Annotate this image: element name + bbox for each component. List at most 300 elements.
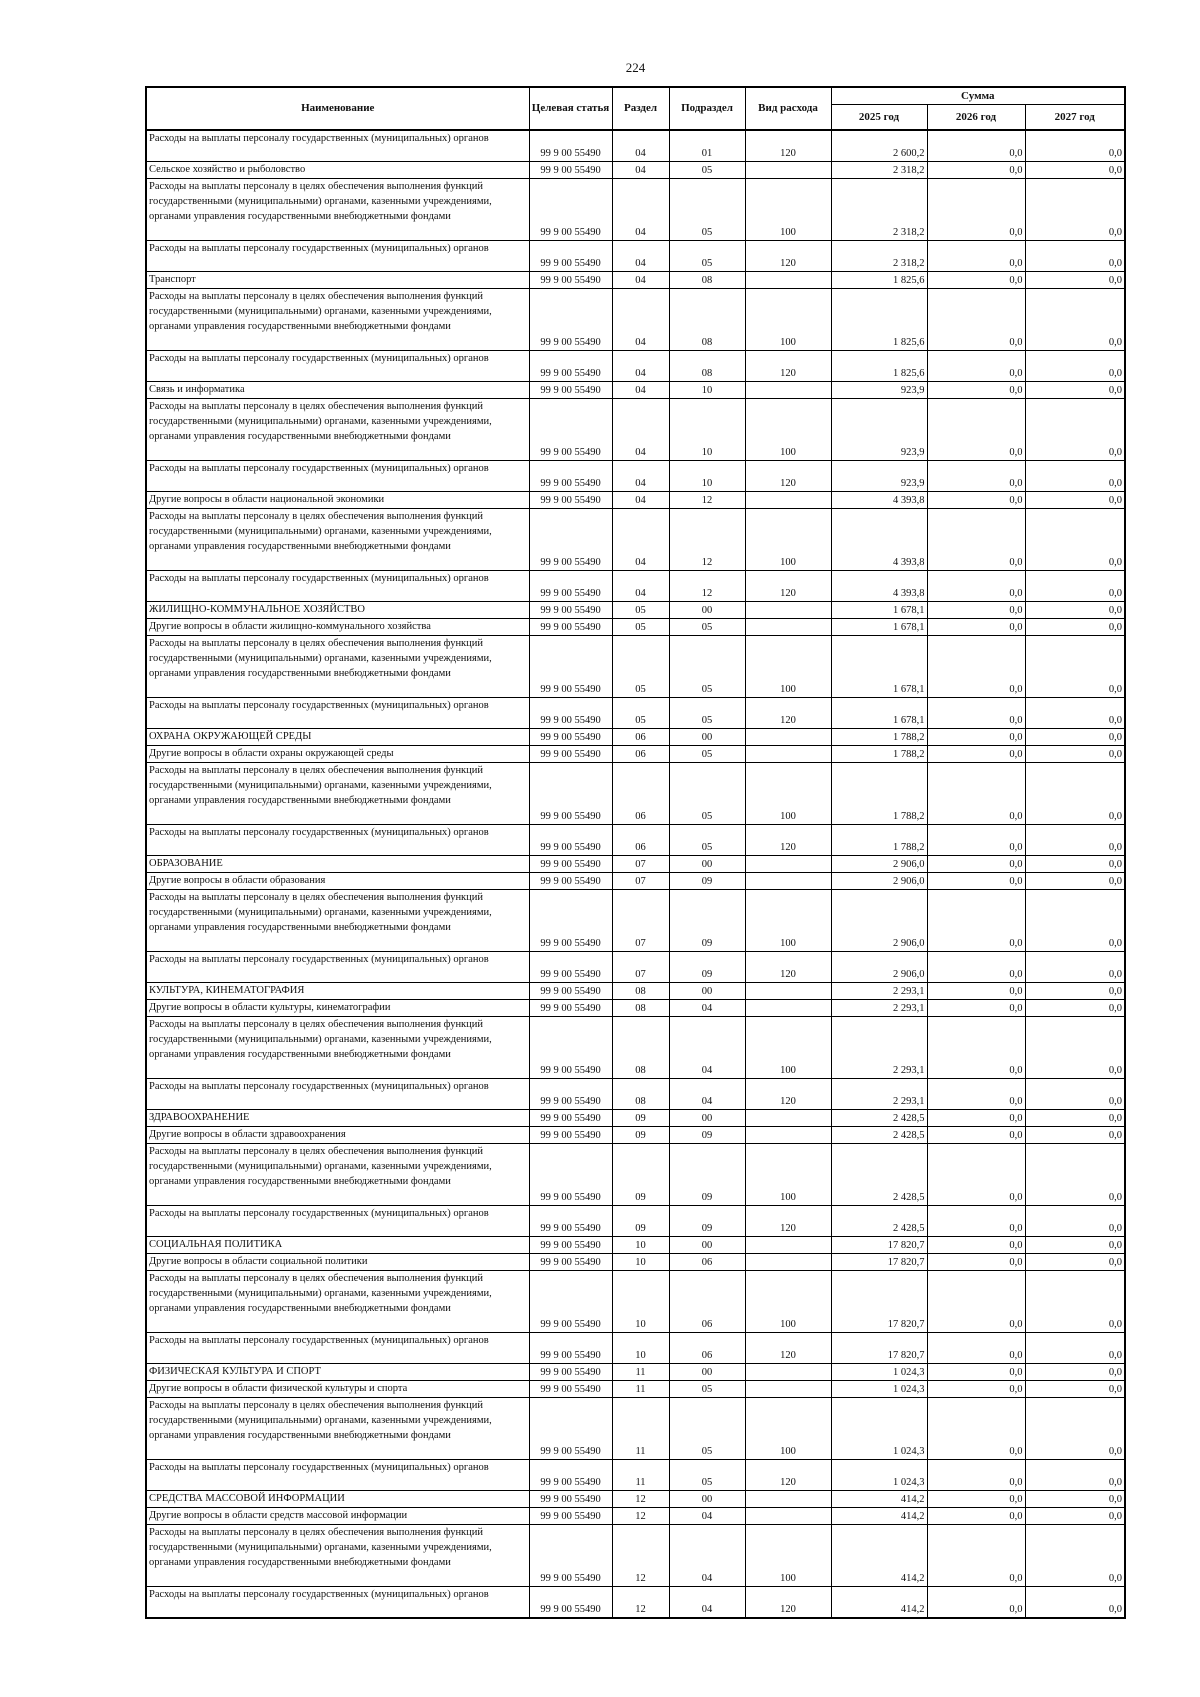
table-row [146, 492, 1125, 509]
cell-expense-type: 120 [745, 461, 831, 492]
cell-2025: 1 678,1 [831, 698, 927, 729]
cell-section: 07 [612, 873, 669, 890]
cell-subsection: 08 [669, 272, 745, 289]
cell-2026: 0,0 [927, 130, 1025, 162]
table-row [146, 241, 1125, 272]
table-row [146, 1110, 1125, 1127]
cell-expense-type [745, 729, 831, 746]
cell-section: 09 [612, 1144, 669, 1206]
cell-2026: 0,0 [927, 289, 1025, 351]
cell-2027: 0,0 [1025, 399, 1125, 461]
cell-expense-type: 100 [745, 1271, 831, 1333]
table-row [146, 1587, 1125, 1619]
cell-2027: 0,0 [1025, 241, 1125, 272]
cell-name: ЖИЛИЩНО-КОММУНАЛЬНОЕ ХОЗЯЙСТВО [146, 602, 529, 619]
cell-2025: 414,2 [831, 1491, 927, 1508]
cell-name: Другие вопросы в области социальной политики [146, 1254, 529, 1271]
cell-subsection: 08 [669, 351, 745, 382]
cell-2025: 1 024,3 [831, 1381, 927, 1398]
cell-2027: 0,0 [1025, 1398, 1125, 1460]
table-row [146, 1525, 1125, 1587]
cell-2026: 0,0 [927, 763, 1025, 825]
table-row [146, 1333, 1125, 1364]
cell-section: 08 [612, 1000, 669, 1017]
cell-2025: 2 428,5 [831, 1144, 927, 1206]
cell-2025: 1 788,2 [831, 763, 927, 825]
cell-expense-type: 100 [745, 399, 831, 461]
cell-target: 99 9 00 55490 [529, 729, 612, 746]
cell-2027: 0,0 [1025, 890, 1125, 952]
cell-subsection: 05 [669, 1381, 745, 1398]
cell-expense-type: 120 [745, 1206, 831, 1237]
cell-section: 07 [612, 952, 669, 983]
cell-section: 04 [612, 351, 669, 382]
cell-2027: 0,0 [1025, 636, 1125, 698]
cell-target: 99 9 00 55490 [529, 241, 612, 272]
cell-2025: 1 788,2 [831, 825, 927, 856]
cell-2025: 2 906,0 [831, 890, 927, 952]
cell-name: ЗДРАВООХРАНЕНИЕ [146, 1110, 529, 1127]
cell-2026: 0,0 [927, 619, 1025, 636]
table-row [146, 1460, 1125, 1491]
cell-target: 99 9 00 55490 [529, 763, 612, 825]
cell-expense-type: 120 [745, 1333, 831, 1364]
cell-2026: 0,0 [927, 382, 1025, 399]
table-row [146, 1237, 1125, 1254]
cell-2027: 0,0 [1025, 492, 1125, 509]
cell-2027: 0,0 [1025, 1460, 1125, 1491]
cell-expense-type: 120 [745, 698, 831, 729]
cell-target: 99 9 00 55490 [529, 351, 612, 382]
cell-2027: 0,0 [1025, 1271, 1125, 1333]
cell-2026: 0,0 [927, 399, 1025, 461]
cell-expense-type [745, 1364, 831, 1381]
cell-target: 99 9 00 55490 [529, 1254, 612, 1271]
cell-2025: 2 906,0 [831, 873, 927, 890]
cell-2027: 0,0 [1025, 1333, 1125, 1364]
table-row [146, 1381, 1125, 1398]
table-row [146, 1127, 1125, 1144]
cell-2025: 2 293,1 [831, 1000, 927, 1017]
cell-name: Расходы на выплаты персоналу в целях обеспечения выполнения функций государственными (муниципальными) органами, казенными учреждениями, органами управления государственными внебюджетными фондами [146, 1271, 529, 1333]
cell-name: Другие вопросы в области национальной экономики [146, 492, 529, 509]
cell-section: 05 [612, 619, 669, 636]
cell-section: 04 [612, 571, 669, 602]
cell-target: 99 9 00 55490 [529, 983, 612, 1000]
cell-section: 09 [612, 1206, 669, 1237]
cell-subsection: 06 [669, 1333, 745, 1364]
cell-expense-type [745, 1000, 831, 1017]
cell-2025: 1 825,6 [831, 351, 927, 382]
header-2025: 2025 год [831, 105, 927, 131]
cell-expense-type: 120 [745, 1460, 831, 1491]
cell-target: 99 9 00 55490 [529, 746, 612, 763]
cell-2027: 0,0 [1025, 873, 1125, 890]
cell-section: 09 [612, 1110, 669, 1127]
cell-expense-type: 120 [745, 351, 831, 382]
cell-2025: 2 293,1 [831, 983, 927, 1000]
cell-section: 06 [612, 825, 669, 856]
cell-subsection: 00 [669, 1110, 745, 1127]
table-row [146, 1364, 1125, 1381]
cell-2026: 0,0 [927, 162, 1025, 179]
cell-name: Расходы на выплаты персоналу государственных (муниципальных) органов [146, 461, 529, 492]
cell-2027: 0,0 [1025, 983, 1125, 1000]
cell-name: СОЦИАЛЬНАЯ ПОЛИТИКА [146, 1237, 529, 1254]
table-row [146, 130, 1125, 162]
cell-subsection: 12 [669, 492, 745, 509]
cell-section: 12 [612, 1587, 669, 1619]
cell-name: Сельское хозяйство и рыболовство [146, 162, 529, 179]
cell-name: Транспорт [146, 272, 529, 289]
cell-2027: 0,0 [1025, 571, 1125, 602]
cell-2027: 0,0 [1025, 825, 1125, 856]
cell-2027: 0,0 [1025, 162, 1125, 179]
table-row [146, 1254, 1125, 1271]
cell-name: Расходы на выплаты персоналу государственных (муниципальных) органов [146, 1460, 529, 1491]
cell-expense-type [745, 1381, 831, 1398]
cell-2027: 0,0 [1025, 1000, 1125, 1017]
cell-expense-type: 100 [745, 289, 831, 351]
table-row [146, 1144, 1125, 1206]
cell-subsection: 04 [669, 1079, 745, 1110]
cell-name: Расходы на выплаты персоналу государственных (муниципальных) органов [146, 241, 529, 272]
cell-2026: 0,0 [927, 1587, 1025, 1619]
cell-name: Расходы на выплаты персоналу государственных (муниципальных) органов [146, 1333, 529, 1364]
cell-name: Расходы на выплаты персоналу в целях обеспечения выполнения функций государственными (муниципальными) органами, казенными учреждениями, органами управления государственными внебюджетными фондами [146, 289, 529, 351]
cell-expense-type [745, 1254, 831, 1271]
cell-2025: 17 820,7 [831, 1271, 927, 1333]
cell-target: 99 9 00 55490 [529, 1587, 612, 1619]
table-row [146, 272, 1125, 289]
cell-name: Другие вопросы в области охраны окружающей среды [146, 746, 529, 763]
header-2027: 2027 год [1025, 105, 1125, 131]
cell-section: 05 [612, 602, 669, 619]
cell-subsection: 05 [669, 746, 745, 763]
cell-target: 99 9 00 55490 [529, 1398, 612, 1460]
cell-section: 04 [612, 509, 669, 571]
cell-2026: 0,0 [927, 1525, 1025, 1587]
cell-2026: 0,0 [927, 351, 1025, 382]
cell-expense-type [745, 492, 831, 509]
cell-2026: 0,0 [927, 1333, 1025, 1364]
cell-expense-type: 120 [745, 130, 831, 162]
cell-target: 99 9 00 55490 [529, 1525, 612, 1587]
cell-target: 99 9 00 55490 [529, 1127, 612, 1144]
cell-section: 06 [612, 746, 669, 763]
cell-2026: 0,0 [927, 571, 1025, 602]
cell-section: 04 [612, 241, 669, 272]
cell-section: 10 [612, 1237, 669, 1254]
cell-target: 99 9 00 55490 [529, 272, 612, 289]
cell-section: 10 [612, 1333, 669, 1364]
cell-target: 99 9 00 55490 [529, 1110, 612, 1127]
cell-2026: 0,0 [927, 873, 1025, 890]
cell-2026: 0,0 [927, 1460, 1025, 1491]
cell-section: 04 [612, 162, 669, 179]
cell-target: 99 9 00 55490 [529, 382, 612, 399]
cell-name: Расходы на выплаты персоналу в целях обеспечения выполнения функций государственными (муниципальными) органами, казенными учреждениями, органами управления государственными внебюджетными фондами [146, 1017, 529, 1079]
cell-2025: 2 318,2 [831, 179, 927, 241]
cell-expense-type: 120 [745, 825, 831, 856]
cell-2027: 0,0 [1025, 619, 1125, 636]
cell-target: 99 9 00 55490 [529, 1508, 612, 1525]
cell-subsection: 00 [669, 1491, 745, 1508]
table-row [146, 1017, 1125, 1079]
cell-name: Расходы на выплаты персоналу государственных (муниципальных) органов [146, 351, 529, 382]
cell-section: 11 [612, 1381, 669, 1398]
cell-2025: 414,2 [831, 1525, 927, 1587]
cell-2025: 414,2 [831, 1587, 927, 1619]
cell-section: 12 [612, 1491, 669, 1508]
cell-2026: 0,0 [927, 1206, 1025, 1237]
cell-expense-type: 100 [745, 1144, 831, 1206]
cell-2027: 0,0 [1025, 1364, 1125, 1381]
cell-subsection: 00 [669, 983, 745, 1000]
cell-name: Расходы на выплаты персоналу в целях обеспечения выполнения функций государственными (муниципальными) органами, казенными учреждениями, органами управления государственными внебюджетными фондами [146, 1144, 529, 1206]
cell-2025: 414,2 [831, 1508, 927, 1525]
cell-2026: 0,0 [927, 890, 1025, 952]
cell-subsection: 04 [669, 1525, 745, 1587]
table-row [146, 698, 1125, 729]
cell-target: 99 9 00 55490 [529, 873, 612, 890]
cell-section: 06 [612, 729, 669, 746]
header-2026: 2026 год [927, 105, 1025, 131]
cell-section: 12 [612, 1525, 669, 1587]
cell-target: 99 9 00 55490 [529, 952, 612, 983]
cell-2027: 0,0 [1025, 509, 1125, 571]
cell-name: ФИЗИЧЕСКАЯ КУЛЬТУРА И СПОРТ [146, 1364, 529, 1381]
cell-subsection: 08 [669, 289, 745, 351]
cell-section: 12 [612, 1508, 669, 1525]
cell-2025: 2 318,2 [831, 162, 927, 179]
cell-subsection: 04 [669, 1017, 745, 1079]
table-row [146, 952, 1125, 983]
cell-target: 99 9 00 55490 [529, 1079, 612, 1110]
table-row [146, 382, 1125, 399]
cell-2027: 0,0 [1025, 1508, 1125, 1525]
cell-subsection: 05 [669, 763, 745, 825]
cell-2026: 0,0 [927, 729, 1025, 746]
table-row [146, 825, 1125, 856]
cell-target: 99 9 00 55490 [529, 1237, 612, 1254]
cell-name: Другие вопросы в области жилищно-коммунального хозяйства [146, 619, 529, 636]
cell-name: ОБРАЗОВАНИЕ [146, 856, 529, 873]
cell-name: Расходы на выплаты персоналу государственных (муниципальных) органов [146, 571, 529, 602]
cell-2026: 0,0 [927, 825, 1025, 856]
cell-section: 04 [612, 492, 669, 509]
cell-2025: 4 393,8 [831, 571, 927, 602]
cell-name: Расходы на выплаты персоналу в целях обеспечения выполнения функций государственными (муниципальными) органами, казенными учреждениями, органами управления государственными внебюджетными фондами [146, 399, 529, 461]
table-row [146, 763, 1125, 825]
cell-2025: 923,9 [831, 382, 927, 399]
cell-subsection: 00 [669, 1364, 745, 1381]
cell-2027: 0,0 [1025, 1079, 1125, 1110]
cell-2027: 0,0 [1025, 351, 1125, 382]
cell-target: 99 9 00 55490 [529, 1206, 612, 1237]
table-row [146, 509, 1125, 571]
cell-target: 99 9 00 55490 [529, 1271, 612, 1333]
cell-name: Другие вопросы в области культуры, кинематографии [146, 1000, 529, 1017]
cell-2025: 1 024,3 [831, 1364, 927, 1381]
cell-2027: 0,0 [1025, 272, 1125, 289]
cell-2025: 2 428,5 [831, 1206, 927, 1237]
cell-target: 99 9 00 55490 [529, 399, 612, 461]
cell-target: 99 9 00 55490 [529, 179, 612, 241]
table-row [146, 399, 1125, 461]
cell-2025: 2 428,5 [831, 1110, 927, 1127]
table-row [146, 571, 1125, 602]
cell-2026: 0,0 [927, 1144, 1025, 1206]
cell-target: 99 9 00 55490 [529, 492, 612, 509]
cell-2027: 0,0 [1025, 1381, 1125, 1398]
cell-expense-type [745, 382, 831, 399]
cell-2027: 0,0 [1025, 746, 1125, 763]
cell-target: 99 9 00 55490 [529, 1000, 612, 1017]
header-expense-type: Вид расхода [745, 87, 831, 130]
cell-2027: 0,0 [1025, 179, 1125, 241]
cell-2025: 4 393,8 [831, 509, 927, 571]
cell-2027: 0,0 [1025, 461, 1125, 492]
cell-section: 04 [612, 399, 669, 461]
cell-target: 99 9 00 55490 [529, 825, 612, 856]
cell-name: Связь и информатика [146, 382, 529, 399]
cell-target: 99 9 00 55490 [529, 856, 612, 873]
cell-name: Расходы на выплаты персоналу государственных (муниципальных) органов [146, 1079, 529, 1110]
cell-2026: 0,0 [927, 492, 1025, 509]
cell-section: 08 [612, 1017, 669, 1079]
table-row [146, 619, 1125, 636]
cell-2027: 0,0 [1025, 763, 1125, 825]
table-row [146, 162, 1125, 179]
cell-2026: 0,0 [927, 1271, 1025, 1333]
cell-expense-type [745, 1491, 831, 1508]
cell-name: Расходы на выплаты персоналу государственных (муниципальных) органов [146, 130, 529, 162]
cell-subsection: 05 [669, 179, 745, 241]
cell-section: 09 [612, 1127, 669, 1144]
table-row [146, 729, 1125, 746]
cell-name: Расходы на выплаты персоналу в целях обеспечения выполнения функций государственными (муниципальными) органами, казенными учреждениями, органами управления государственными внебюджетными фондами [146, 1398, 529, 1460]
cell-subsection: 05 [669, 162, 745, 179]
cell-target: 99 9 00 55490 [529, 1333, 612, 1364]
cell-target: 99 9 00 55490 [529, 1460, 612, 1491]
cell-target: 99 9 00 55490 [529, 1144, 612, 1206]
cell-2027: 0,0 [1025, 729, 1125, 746]
cell-2025: 923,9 [831, 399, 927, 461]
cell-expense-type: 100 [745, 1017, 831, 1079]
cell-subsection: 05 [669, 619, 745, 636]
cell-section: 04 [612, 272, 669, 289]
cell-2025: 2 428,5 [831, 1127, 927, 1144]
table-row [146, 351, 1125, 382]
cell-name: Другие вопросы в области здравоохранения [146, 1127, 529, 1144]
cell-subsection: 06 [669, 1254, 745, 1271]
cell-2025: 2 318,2 [831, 241, 927, 272]
cell-expense-type: 100 [745, 179, 831, 241]
cell-2027: 0,0 [1025, 1237, 1125, 1254]
cell-subsection: 09 [669, 1206, 745, 1237]
table-row [146, 873, 1125, 890]
cell-section: 06 [612, 763, 669, 825]
header-name: Наименование [146, 87, 529, 130]
cell-2025: 17 820,7 [831, 1333, 927, 1364]
cell-target: 99 9 00 55490 [529, 162, 612, 179]
cell-target: 99 9 00 55490 [529, 602, 612, 619]
cell-section: 11 [612, 1460, 669, 1491]
cell-2026: 0,0 [927, 509, 1025, 571]
cell-section: 08 [612, 1079, 669, 1110]
cell-name: СРЕДСТВА МАССОВОЙ ИНФОРМАЦИИ [146, 1491, 529, 1508]
cell-2026: 0,0 [927, 241, 1025, 272]
cell-2027: 0,0 [1025, 602, 1125, 619]
cell-2025: 1 825,6 [831, 272, 927, 289]
cell-target: 99 9 00 55490 [529, 1364, 612, 1381]
cell-subsection: 09 [669, 890, 745, 952]
cell-target: 99 9 00 55490 [529, 636, 612, 698]
cell-name: Расходы на выплаты персоналу государственных (муниципальных) органов [146, 825, 529, 856]
cell-section: 04 [612, 461, 669, 492]
cell-2025: 1 024,3 [831, 1460, 927, 1491]
cell-expense-type [745, 1508, 831, 1525]
cell-2027: 0,0 [1025, 698, 1125, 729]
cell-2026: 0,0 [927, 1000, 1025, 1017]
cell-subsection: 10 [669, 399, 745, 461]
cell-target: 99 9 00 55490 [529, 698, 612, 729]
cell-name: Расходы на выплаты персоналу государственных (муниципальных) органов [146, 1206, 529, 1237]
cell-expense-type [745, 873, 831, 890]
cell-expense-type [745, 619, 831, 636]
cell-expense-type: 100 [745, 636, 831, 698]
cell-2026: 0,0 [927, 856, 1025, 873]
cell-subsection: 09 [669, 1144, 745, 1206]
cell-name: Расходы на выплаты персоналу государственных (муниципальных) органов [146, 698, 529, 729]
cell-target: 99 9 00 55490 [529, 571, 612, 602]
table-row [146, 1000, 1125, 1017]
cell-name: Расходы на выплаты персоналу в целях обеспечения выполнения функций государственными (муниципальными) органами, казенными учреждениями, органами управления государственными внебюджетными фондами [146, 179, 529, 241]
cell-section: 10 [612, 1254, 669, 1271]
cell-2027: 0,0 [1025, 1525, 1125, 1587]
cell-section: 11 [612, 1364, 669, 1381]
cell-2026: 0,0 [927, 983, 1025, 1000]
cell-name: Расходы на выплаты персоналу в целях обеспечения выполнения функций государственными (муниципальными) органами, казенными учреждениями, органами управления государственными внебюджетными фондами [146, 1525, 529, 1587]
cell-2026: 0,0 [927, 461, 1025, 492]
header-sum: Сумма [831, 87, 1125, 105]
cell-section: 04 [612, 382, 669, 399]
table-body [146, 130, 1125, 1618]
cell-2025: 2 906,0 [831, 952, 927, 983]
cell-2027: 0,0 [1025, 1206, 1125, 1237]
cell-2026: 0,0 [927, 1017, 1025, 1079]
cell-2027: 0,0 [1025, 289, 1125, 351]
cell-name: Расходы на выплаты персоналу государственных (муниципальных) органов [146, 952, 529, 983]
cell-target: 99 9 00 55490 [529, 289, 612, 351]
budget-table [145, 86, 1126, 1619]
cell-subsection: 04 [669, 1587, 745, 1619]
cell-2025: 1 678,1 [831, 619, 927, 636]
cell-2026: 0,0 [927, 698, 1025, 729]
table-row [146, 636, 1125, 698]
table-row [146, 461, 1125, 492]
cell-2025: 1 678,1 [831, 602, 927, 619]
cell-expense-type: 100 [745, 1525, 831, 1587]
cell-2025: 17 820,7 [831, 1237, 927, 1254]
cell-section: 07 [612, 856, 669, 873]
table-row [146, 1206, 1125, 1237]
cell-2027: 0,0 [1025, 1254, 1125, 1271]
cell-2026: 0,0 [927, 1398, 1025, 1460]
cell-subsection: 09 [669, 952, 745, 983]
cell-section: 11 [612, 1398, 669, 1460]
